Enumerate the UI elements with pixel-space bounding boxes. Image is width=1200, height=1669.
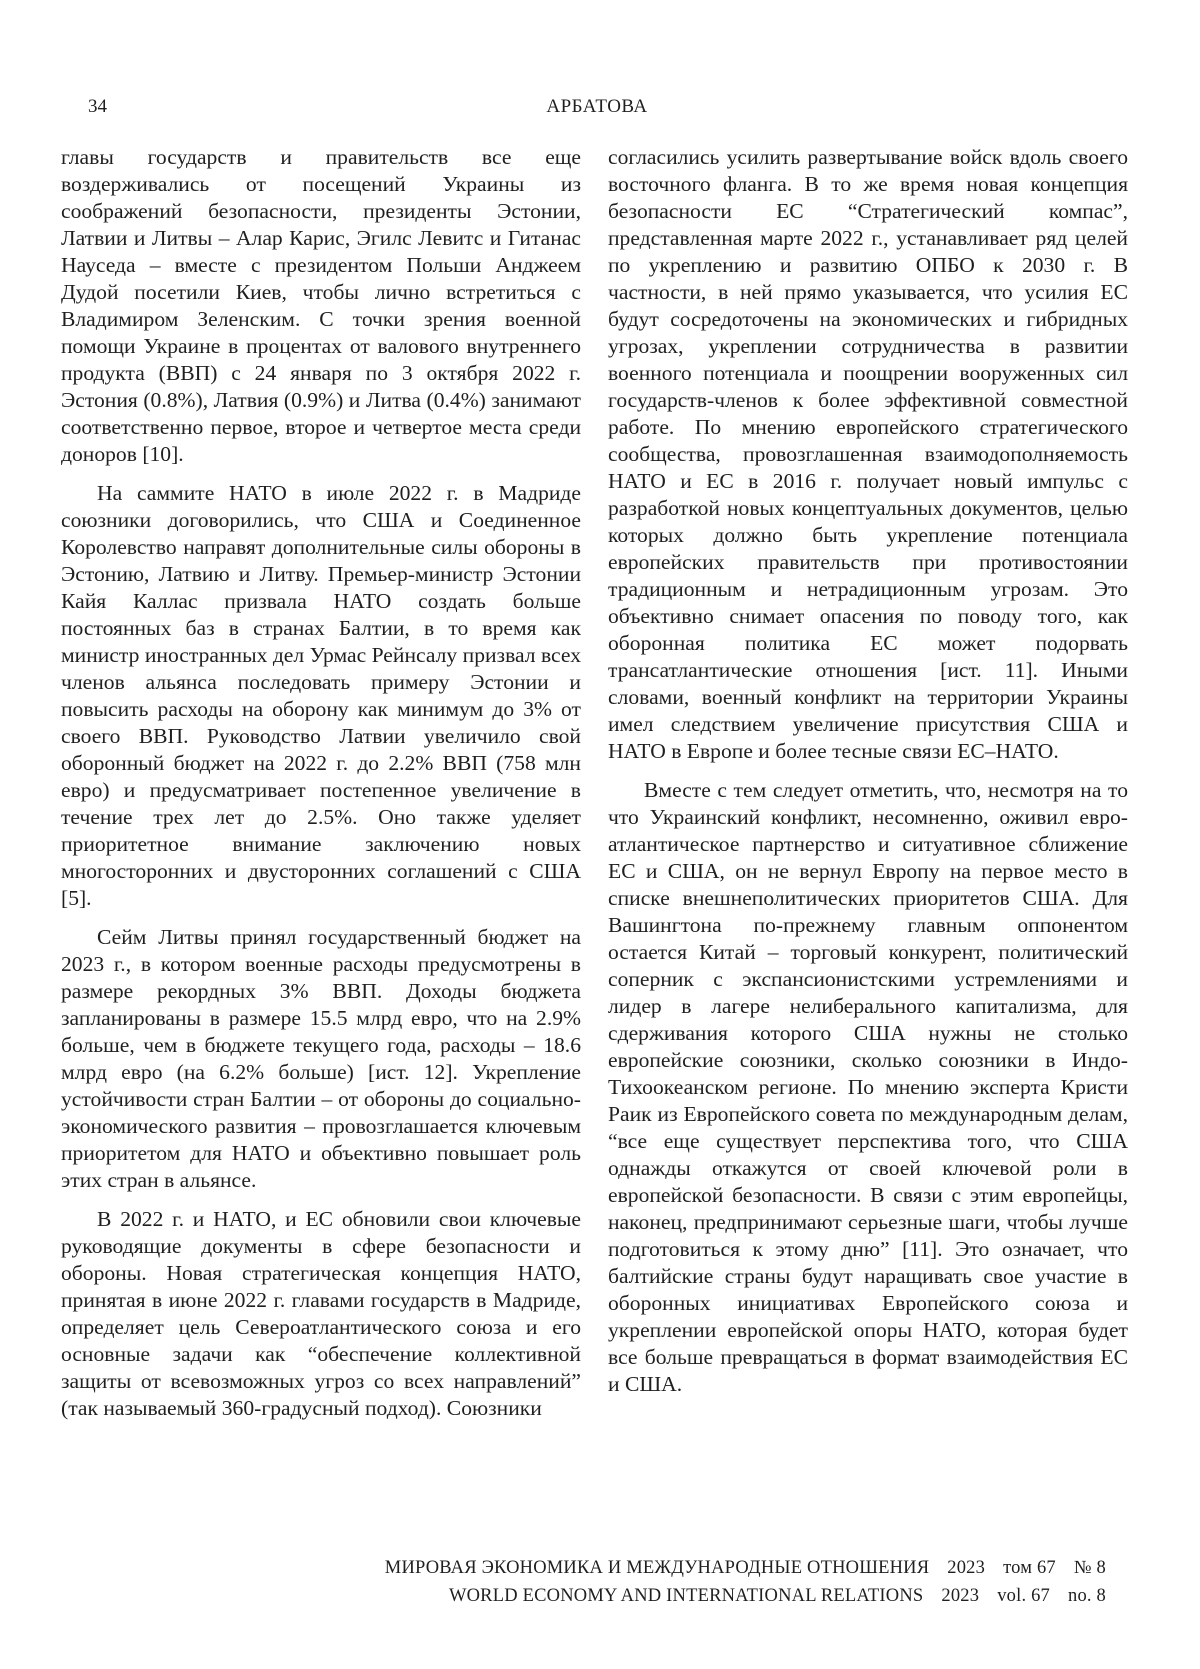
journal-name-ru: МИРОВАЯ ЭКОНОМИКА И МЕЖДУНАРОДНЫЕ ОТНОШЕНИЯ	[384, 1558, 930, 1578]
journal-year-en: 2023	[941, 1586, 980, 1606]
journal-volume-ru: том 67	[1003, 1558, 1056, 1578]
footer-line-en	[385, 1582, 1106, 1610]
footer-line-ru	[385, 1554, 1106, 1582]
left-column	[61, 144, 581, 1422]
journal-name-en: WORLD ECONOMY AND INTERNATIONAL RELATIONS	[448, 1586, 924, 1606]
page-footer	[385, 1554, 1106, 1610]
paragraph: В 2022 г. и НАТО, и ЕС обновили свои ключевые руководящие документы в сфере безопасности и обороны. Новая стратегическая концепция НАТО, принятая в июне 2022 г. главами государств в Мадриде, определяет цель Североатлантического союза и его основные задачи как “обеспечение коллективной защиты от всевозможных угроз со всех направлений” (так называемый 360-градусный подход). Союзники	[61, 1207, 581, 1420]
right-column	[608, 144, 1128, 1398]
running-title: АРБАТОВА	[546, 96, 648, 117]
journal-year-ru: 2023	[947, 1558, 986, 1578]
page-number: 34	[88, 96, 107, 117]
journal-issue-en: no. 8	[1068, 1586, 1106, 1606]
journal-volume-en: vol. 67	[997, 1586, 1050, 1606]
paragraph: На саммите НАТО в июле 2022 г. в Мадриде союзники договорились, что США и Соединенное Королевство направят дополнительные силы обороны в Эстонию, Латвию и Литву. Премьер-министр Эстонии Кайя Каллас призвала НАТО создать больше постоянных баз в странах Балтии, в то время как министр иностранных дел Урмас Рейнсалу призвал всех членов альянса последовать примеру Эстонии и повысить расходы на оборону как минимум до 3% от своего ВВП. Руководство Латвии увеличило свой оборонный бюджет на 2022 г. до 2.2% ВВП (758 млн евро) и предусматривает постепенное увеличение в течение трех лет до 2.5%. Оно также уделяет приоритетное внимание заключению новых многосторонних и двусторонних соглашений с США [5].	[61, 481, 581, 910]
paragraph: Сейм Литвы принял государственный бюджет на 2023 г., в котором военные расходы предусмотрены в размере рекордных 3% ВВП. Доходы бюджета запланированы в размере 15.5 млрд евро, что на 2.9% больше, чем в бюджете текущего года, расходы – 18.6 млрд евро (на 6.2% больше) [ист. 12]. Укрепление устойчивости стран Балтии – от обороны до социально-экономического развития – провозглашается ключевым приоритетом для НАТО и объективно повышает роль этих стран в альянсе.	[61, 925, 581, 1192]
paragraph: главы государств и правительств все еще воздерживались от посещений Украины из соображений безопасности, президенты Эстонии, Латвии и Литвы – Алар Карис, Эгилс Левитс и Гитанас Науседа – вместе с президентом Польши Анджеем Дудой посетили Киев, чтобы лично встретиться с Владимиром Зеленским. С точки зрения военной помощи Украине в процентах от валового внутреннего продукта (ВВП) с 24 января по 3 октября 2022 г. Эстония (0.8%), Латвия (0.9%) и Литва (0.4%) занимают соответственно первое, второе и четвертое места среди доноров [10].	[61, 145, 581, 466]
journal-issue-ru: № 8	[1073, 1558, 1106, 1578]
paragraph: согласились усилить развертывание войск вдоль своего восточного фланга. В то же время новая концепция безопасности ЕС “Стратегический компас”, представленная марте 2022 г., устанавливает ряд целей по укреплению и развитию ОПБО к 2030 г. В частности, в ней прямо указывается, что усилия ЕС будут сосредоточены на экономических и гибридных угрозах, укреплении сотрудничества в развитии военного потенциала и поощрении вооруженных сил государств-членов к более эффективной совместной работе. По мнению европейского стратегического сообщества, провозглашенная взаимодополняемость НАТО и ЕС в 2016 г. получает новый импульс с разработкой новых концептуальных документов, целью которых должно быть укрепление потенциала европейских правительств при противостоянии традиционным и нетрадиционным угрозам. Это объективно снимает опасения по поводу того, как оборонная политика ЕС может подорвать трансатлантические отношения [ист. 11]. Иными словами, военный конфликт на территории Украины имел следствием увеличение присутствия США и НАТО в Европе и более тесные связи ЕС–НАТО.	[608, 145, 1128, 763]
paragraph: Вместе с тем следует отметить, что, несмотря на то что Украинский конфликт, несомненно, оживил евро-атлантическое партнерство и ситуативное сближение ЕС и США, он не вернул Европу на первое место в списке внешнеполитических приоритетов США. Для Вашингтона по-прежнему главным оппонентом остается Китай – торговый конкурент, политический соперник с экспансионистскими устремлениями и лидер в лагере нелиберального капитализма, для сдерживания которого США нужны не столько европейские союзники, сколько союзники в Индо-Тихоокеанском регионе. По мнению эксперта Кристи Раик из Европейского совета по международным делам, “все еще существует перспектива того, что США однажды откажутся от своей ключевой роли в европейской безопасности. В связи с этим европейцы, наконец, предпринимают серьезные шаги, чтобы лучше подготовиться к этому дню” [11]. Это означает, что балтийские страны будут наращивать свое участие в оборонных инициативах Европейского союза и укреплении европейской опоры НАТО, которая будет все больше превращаться в формат взаимодействия ЕС и США.	[608, 778, 1128, 1396]
page-header	[88, 96, 1106, 126]
